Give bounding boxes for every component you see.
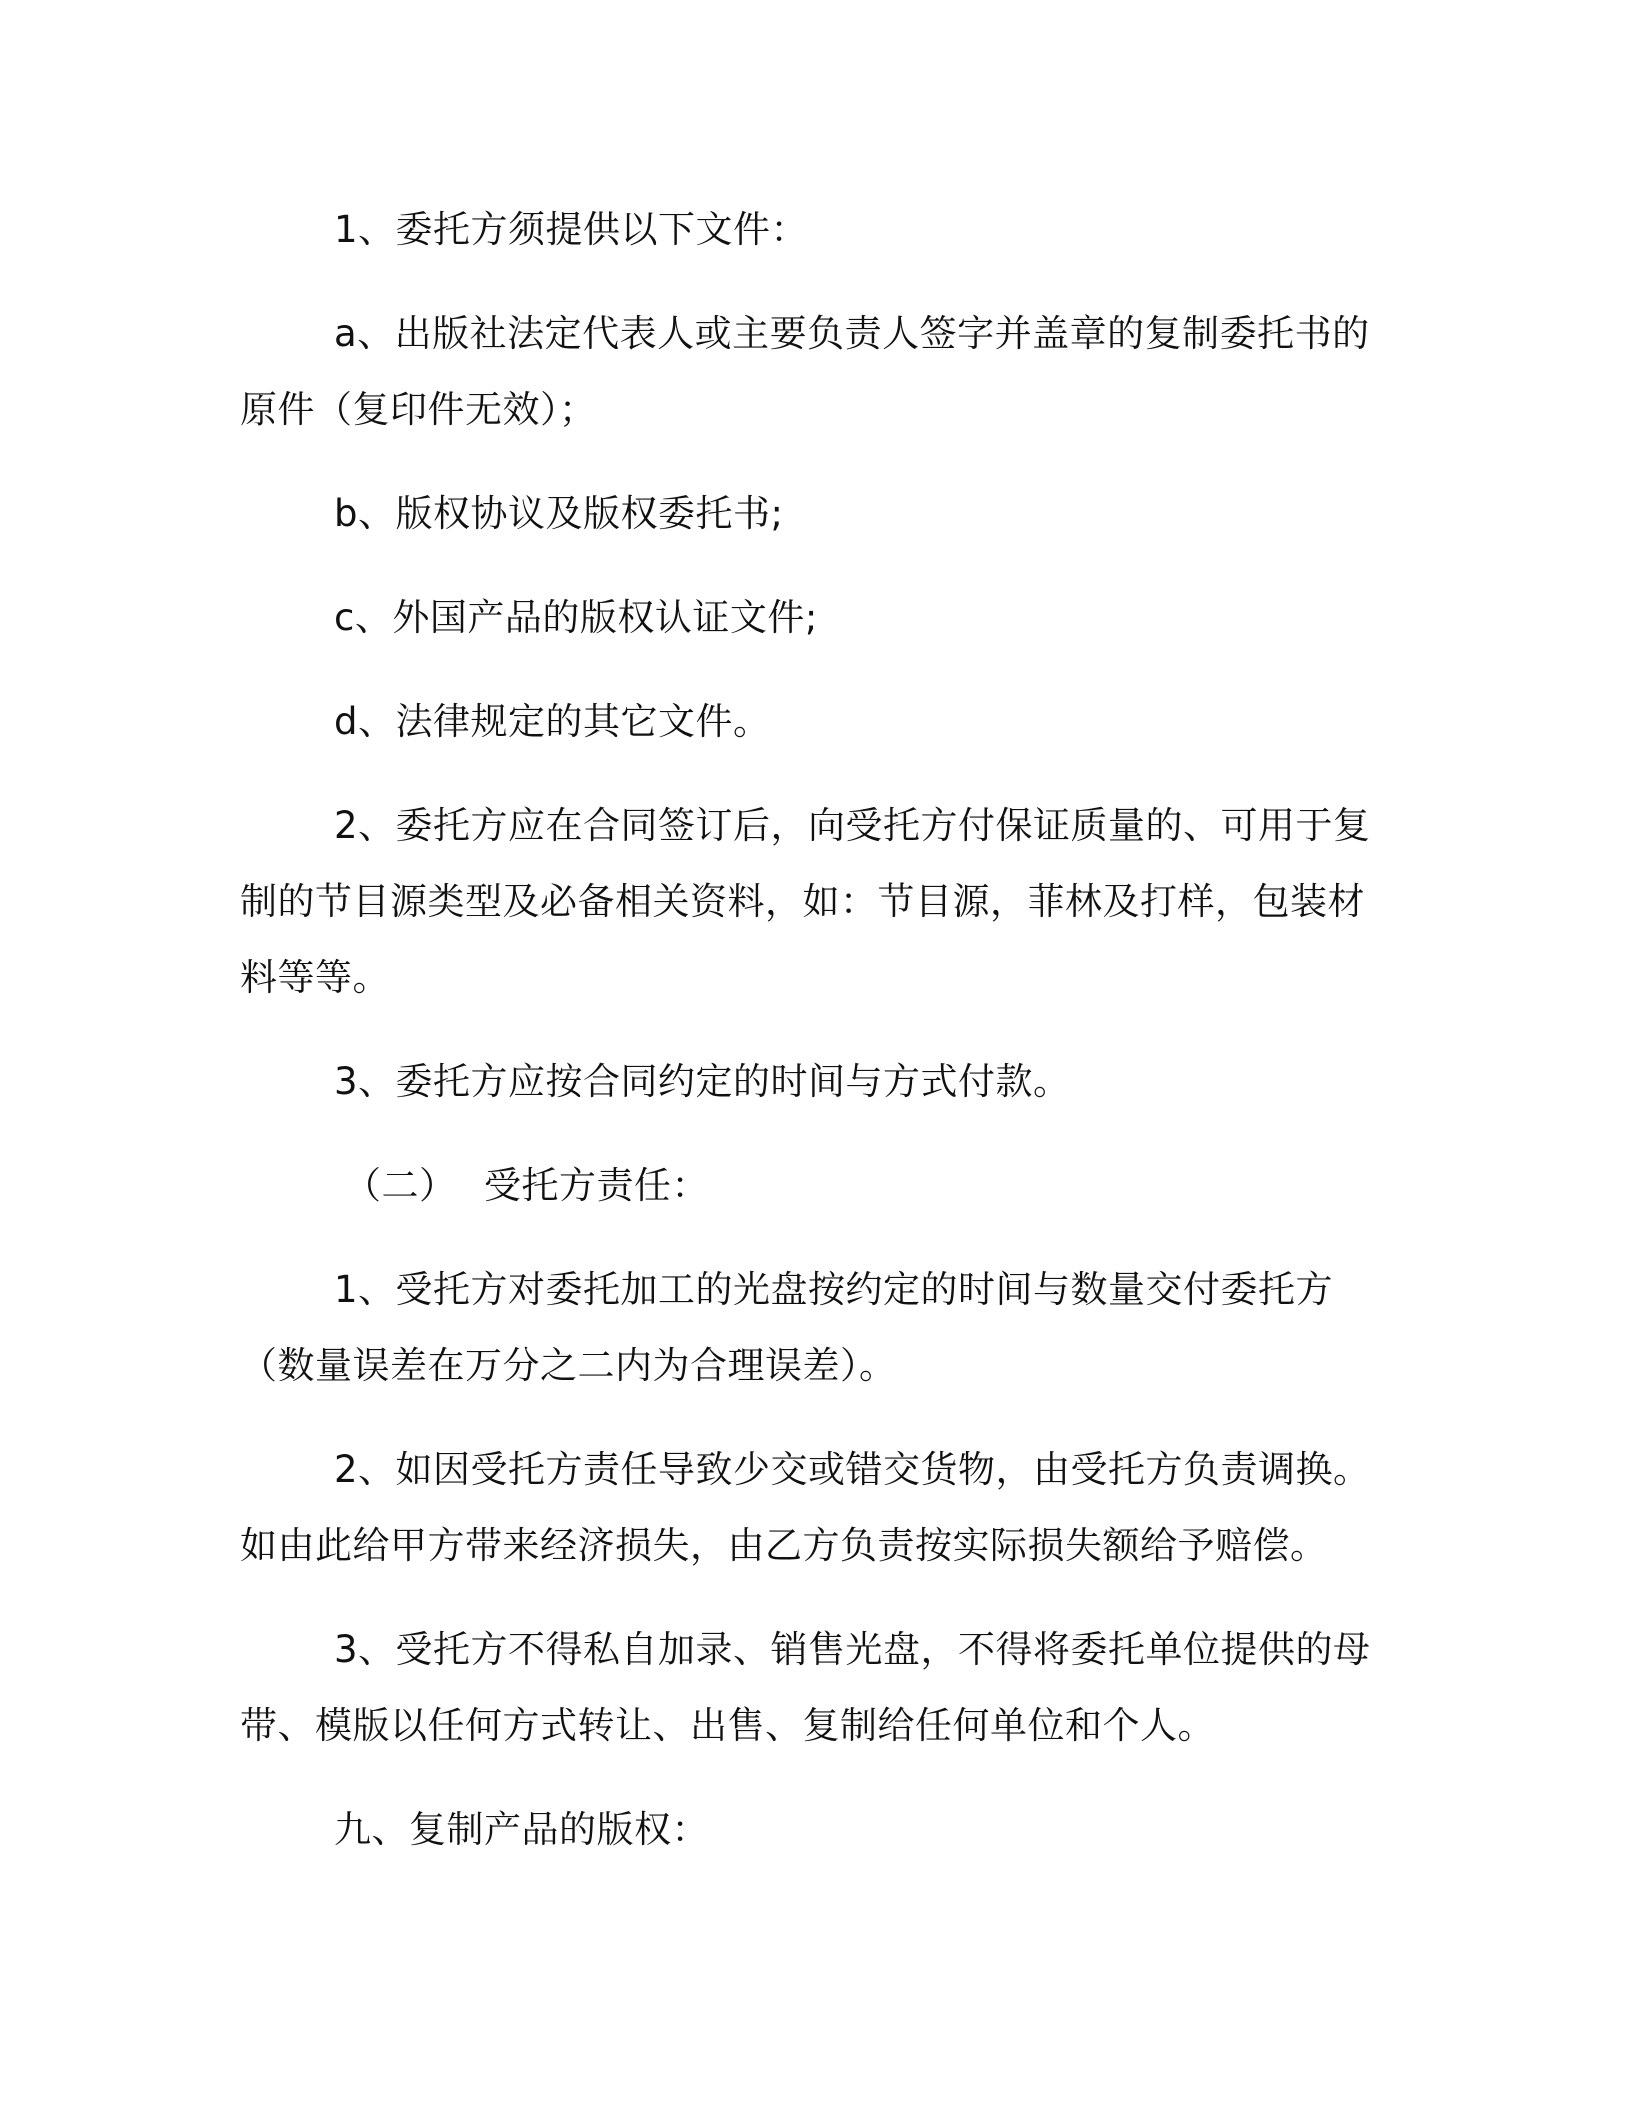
paragraph-item-c (240, 580, 1370, 656)
text-line: 如由此给甲方带来经济损失，由乙方负责按实际损失额给予赔偿。 (240, 1524, 1328, 1567)
section-heading-title: 受托方责任： (484, 1164, 709, 1207)
text-line: c、外国产品的版权认证文件; (334, 596, 818, 639)
text-line: （数量误差在万分之二内为合理误差）。 (240, 1344, 897, 1387)
text-line: 原件（复印件无效）； (240, 388, 597, 431)
text-line: b、版权协议及版权委托书; (334, 492, 784, 535)
text-line: 带、模版以任何方式转让、出售、复制给任何单位和个人。 (240, 1704, 1215, 1747)
text-line: 3、委托方应按合同约定的时间与方式付款。 (334, 1060, 1071, 1103)
paragraph-client-materials (240, 788, 1370, 1016)
section-heading-number: （二） (344, 1164, 457, 1207)
paragraph-item-b (240, 476, 1370, 552)
paragraph-client-payment (240, 1044, 1370, 1120)
paragraph-client-documents (240, 192, 1370, 268)
paragraph-contractor-delivery (240, 1252, 1370, 1404)
text-line: 料等等。 (240, 956, 390, 999)
text-line: a、出版社法定代表人或主要负责人签字并盖章的复制委托书的 (334, 312, 1370, 355)
text-line: d、法律规定的其它文件。 (334, 700, 771, 743)
text-line: 2、如因受托方责任导致少交或错交货物，由受托方负责调换。 (334, 1448, 1371, 1491)
paragraph-item-d (240, 684, 1370, 760)
section-heading-contractor-responsibility (240, 1148, 1370, 1224)
text-line: 2、委托方应在合同签订后，向受托方付保证质量的、可用于复 (334, 804, 1371, 847)
document-body (240, 192, 1370, 1868)
text-line: 九、复制产品的版权： (334, 1808, 709, 1851)
text-line: 制的节目源类型及必备相关资料，如：节目源，菲林及打样，包装材 (240, 880, 1365, 923)
paragraph-item-a (240, 296, 1370, 448)
paragraph-contractor-compensation (240, 1432, 1370, 1584)
text-line: 3、受托方不得私自加录、销售光盘，不得将委托单位提供的母 (334, 1628, 1371, 1671)
text-line: 1、委托方须提供以下文件： (334, 208, 809, 251)
paragraph-contractor-restrictions (240, 1612, 1370, 1764)
section-heading-copyright (240, 1792, 1370, 1868)
text-line: 1、受托方对委托加工的光盘按约定的时间与数量交付委托方 (334, 1268, 1334, 1311)
